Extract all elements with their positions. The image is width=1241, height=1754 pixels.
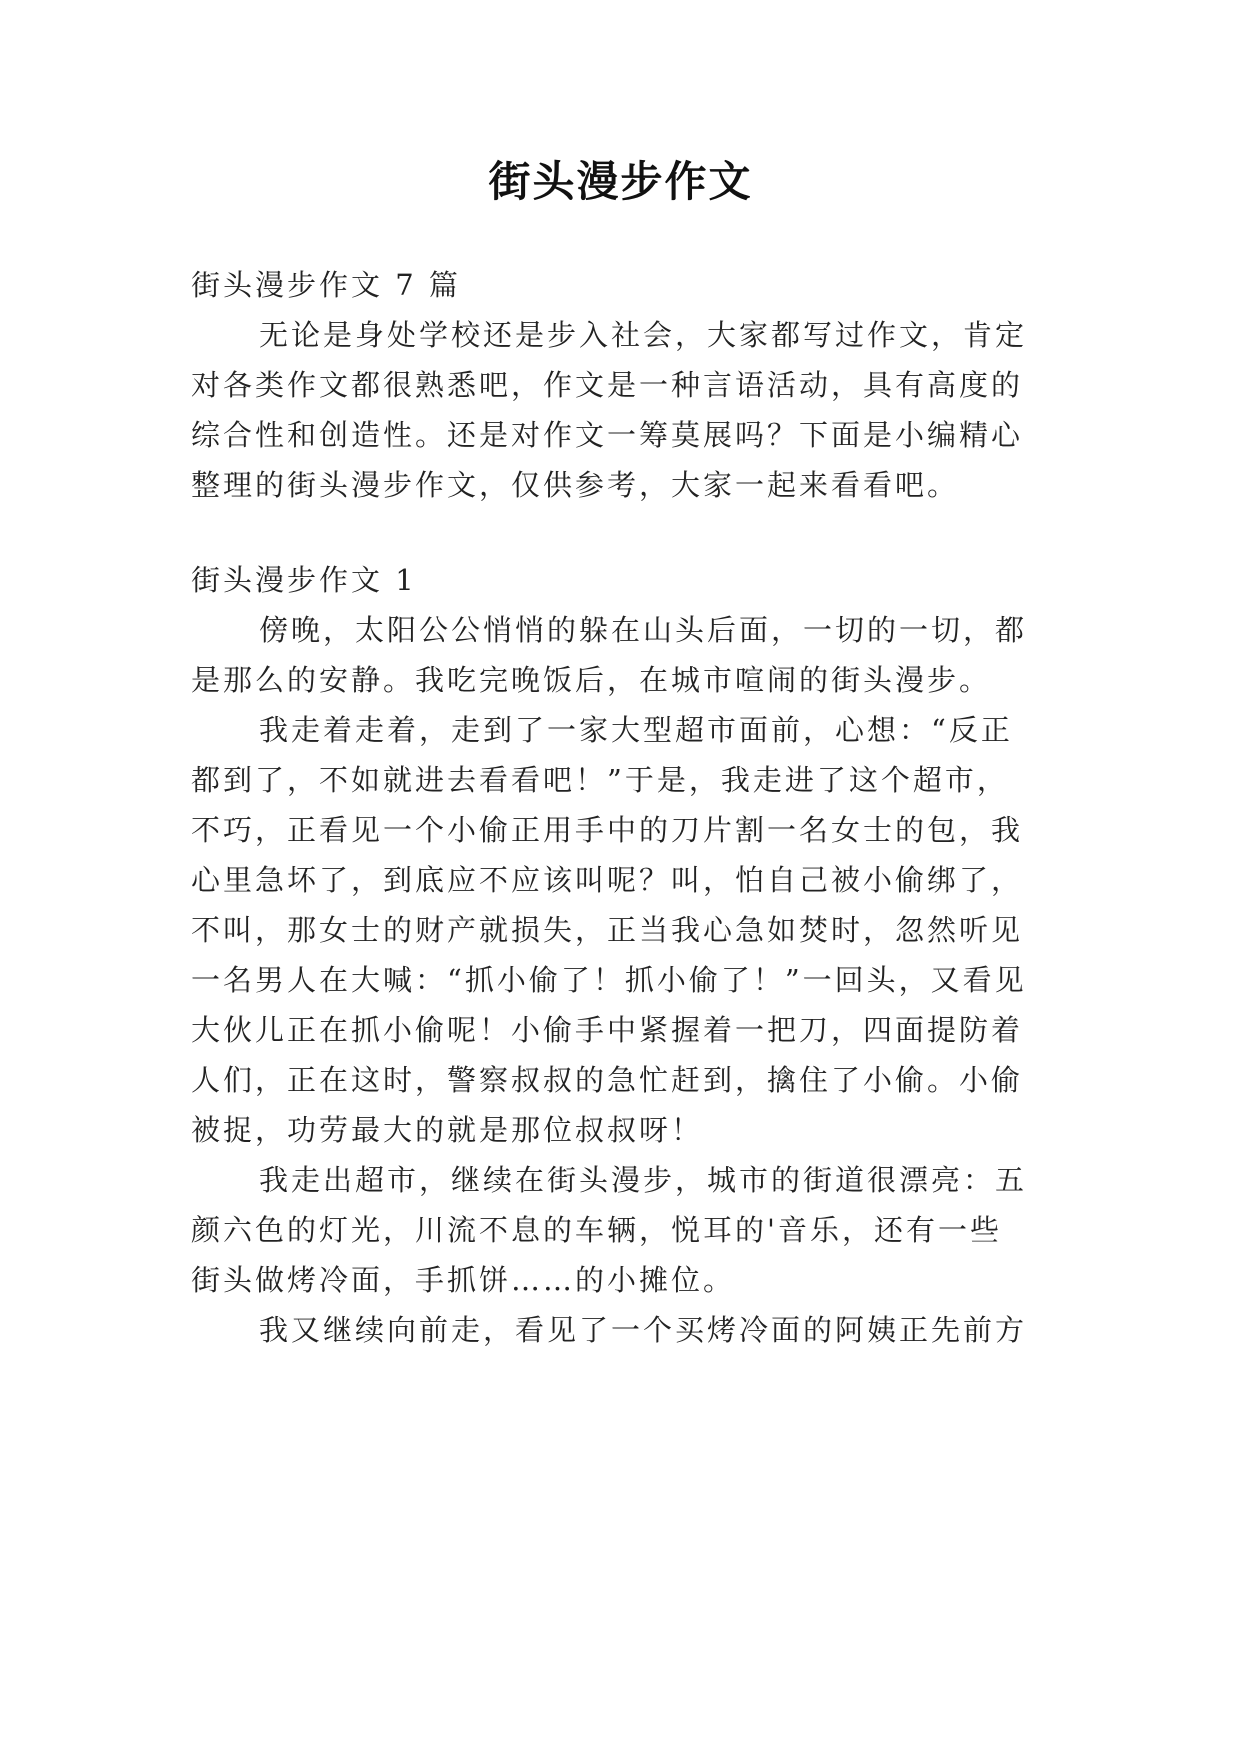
text-line: 颜六色的灯光，川流不息的车辆，悦耳的'音乐，还有一些 bbox=[191, 1213, 1002, 1247]
text-line: 不巧，正看见一个小偷正用手中的刀片割一名女士的包，我 bbox=[191, 813, 1024, 847]
text-line: 综合性和创造性。还是对作文一筹莫展吗？下面是小编精心 bbox=[191, 418, 1024, 452]
text-line: 街头漫步作文 1 bbox=[191, 563, 417, 597]
text-line: 人们，正在这时，警察叔叔的急忙赶到，擒住了小偷。小偷 bbox=[191, 1063, 1024, 1097]
text-line: 整理的街头漫步作文，仅供参考，大家一起来看看吧。 bbox=[191, 468, 960, 502]
text-line: 街头漫步作文 7 篇 bbox=[191, 268, 461, 302]
text-line: 我又继续向前走，看见了一个买烤冷面的阿姨正先前方 bbox=[259, 1313, 1028, 1347]
text-line: 不叫，那女士的财产就损失，正当我心急如焚时，忽然听见 bbox=[191, 913, 1024, 947]
document-title: 街头漫步作文 bbox=[488, 157, 753, 206]
text-line: 街头做烤冷面，手抓饼……的小摊位。 bbox=[191, 1263, 736, 1297]
text-line: 对各类作文都很熟悉吧，作文是一种言语活动，具有高度的 bbox=[191, 368, 1024, 402]
text-line: 都到了，不如就进去看看吧！”于是，我走进了这个超市， bbox=[191, 763, 1009, 797]
text-line: 我走出超市，继续在街头漫步，城市的街道很漂亮：五 bbox=[259, 1163, 1028, 1197]
text-line: 我走着走着，走到了一家大型超市面前，心想：“反正 bbox=[259, 713, 1013, 747]
text-line: 心里急坏了，到底应不应该叫呢？叫，怕自己被小偷绑了， bbox=[191, 863, 1024, 897]
text-line: 傍晚，太阳公公悄悄的躲在山头后面，一切的一切，都 bbox=[259, 613, 1028, 647]
text-line: 无论是身处学校还是步入社会，大家都写过作文，肯定 bbox=[259, 318, 1028, 352]
text-line: 大伙儿正在抓小偷呢！小偷手中紧握着一把刀，四面提防着 bbox=[191, 1013, 1024, 1047]
text-line: 被捉，功劳最大的就是那位叔叔呀！ bbox=[191, 1113, 704, 1147]
text-line: 是那么的安静。我吃完晚饭后，在城市喧闹的街头漫步。 bbox=[191, 663, 992, 697]
text-line: 一名男人在大喊：“抓小偷了！抓小偷了！”一回头，又看见 bbox=[191, 963, 1027, 997]
